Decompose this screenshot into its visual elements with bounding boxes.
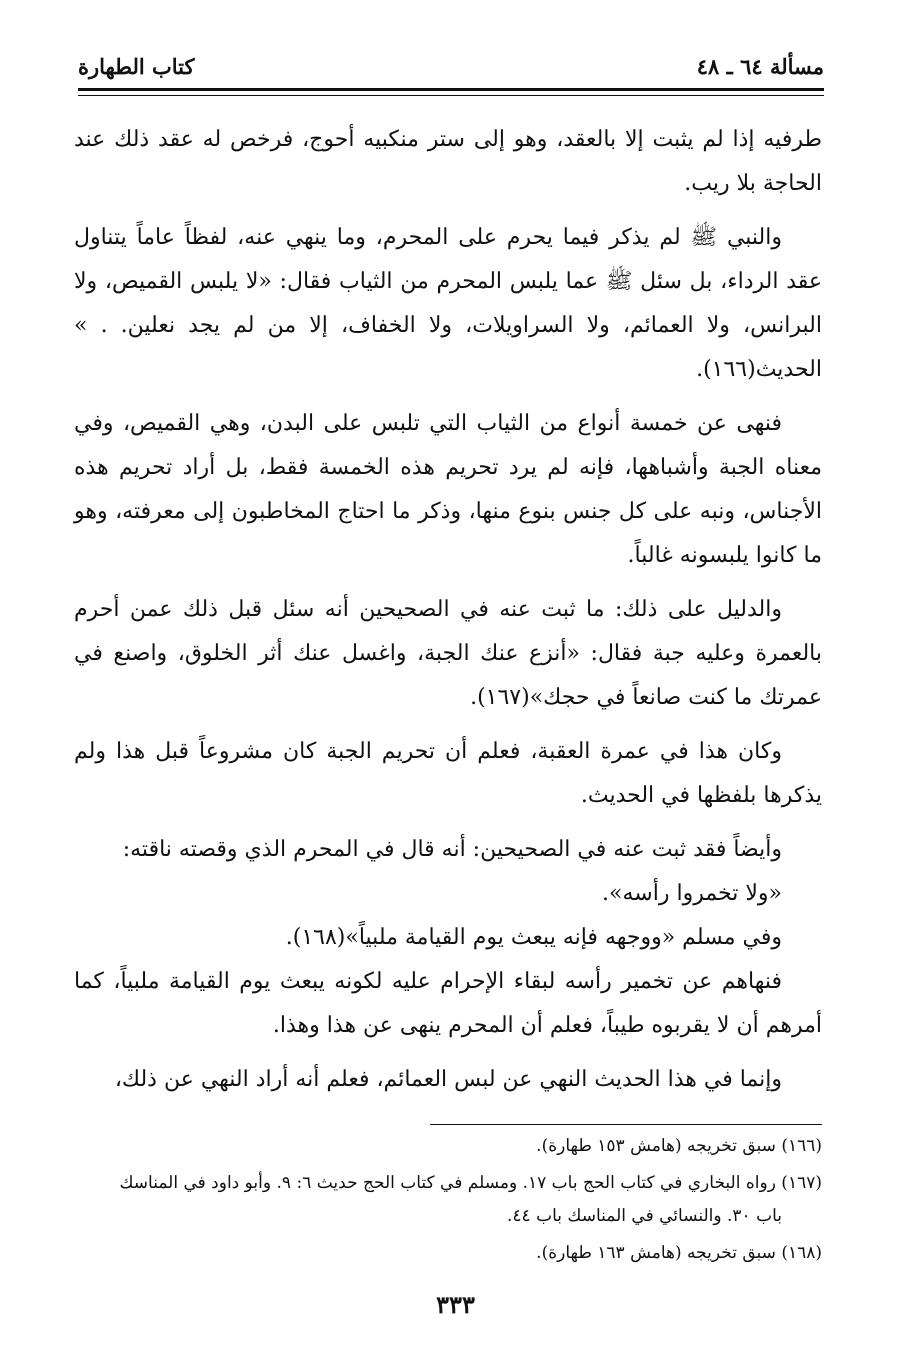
header-rule-thick [78,88,824,91]
footnote-separator [430,1124,822,1125]
paragraph-2: والنبي ﷺ لم يذكر فيما يحرم على المحرم، وما ينهي عنه، لفظاً عاماً يتناول عقد الرداء، بل سئل ﷺ عما يلبس المحرم من الثياب فقال: «لا يلبس القميص، ولا البرانس، ولا العمائم، ولا السراويلات، ولا الخفاف، إلا من لم يجد نعلين. . » الحديث(١٦٦). [74,225,822,382]
running-header [78,54,824,88]
paragraph-3: فنهى عن خمسة أنواع من الثياب التي تلبس على البدن، وهي القميص، وفي معناه الجبة وأشباهها، فإنه لم يرد تحريم هذه الخمسة فقط، بل أراد تحريم هذه الأجناس، ونبه على كل جنس بنوع منها، وذكر ما احتاج المخاطبون إلى معرفته، وهو ما كانوا يلبسونه غالباً. [74,411,822,568]
header-issue-title: مسألة ٦٤ ـ ٤٨ [696,54,824,79]
footnote-166: (١٦٦) سبق تخريجه (هامش ١٥٣ طهارة). [536,1136,822,1156]
footnote-167-continued: باب ٣٠. والنسائي في المناسك باب ٤٤. [507,1206,782,1226]
main-text [74,118,822,1112]
paragraph-4: والدليل على ذلك: ما ثبت عنه في الصحيحين أنه سئل قبل ذلك عمن أحرم بالعمرة وعليه جبة فقال: «أنزع عنك الجبة، واغسل عنك أثر الخلوق، واصنع في عمرتك ما كنت صانعاً في حجك»(١٦٧). [74,597,822,710]
page-number: ٣٣٣ [436,1290,475,1319]
paragraph-6: وأيضاً فقد ثبت عنه في الصحيحين: أنه قال في المحرم الذي وقصته ناقته: [122,837,782,862]
paragraph-8: فنهاهم عن تخمير رأسه لبقاء الإحرام عليه لكونه يبعث يوم القيامة ملبياً، كما أمرهم أن لا يقربوه طيباً، فعلم أن المحرم ينهى عن هذا وهذا. [74,969,822,1038]
paragraph-5: وكان هذا في عمرة العقبة، فعلم أن تحريم الجبة كان مشروعاً قبل هذا ولم يذكرها بلفظها في الحديث. [74,739,822,808]
header-rule-thin [78,95,824,96]
quote-line: «ولا تخمروا رأسه». [602,881,782,906]
footnote-167: (١٦٧) رواه البخاري في كتاب الحج باب ١٧. ومسلم في كتاب الحج حديث ٦: ٩. وأبو داود في المناسك [119,1173,822,1193]
paragraph-1: طرفيه إذا لم يثبت إلا بالعقد، وهو إلى ستر منكبيه أحوج، فرخص له عقد ذلك عند الحاجة بلا ريب. [74,127,822,196]
footnote-168: (١٦٨) سبق تخريجه (هامش ١٦٣ طهارة). [536,1243,822,1263]
paragraph-9: وإنما في هذا الحديث النهي عن لبس العمائم، فعلم أنه أراد النهي عن ذلك، [114,1067,782,1092]
header-book-title: كتاب الطهارة [78,54,195,79]
paragraph-7: وفي مسلم «ووجهه فإنه يبعث يوم القيامة ملبياً»(١٦٨). [285,925,782,950]
footnotes [76,1130,822,1274]
